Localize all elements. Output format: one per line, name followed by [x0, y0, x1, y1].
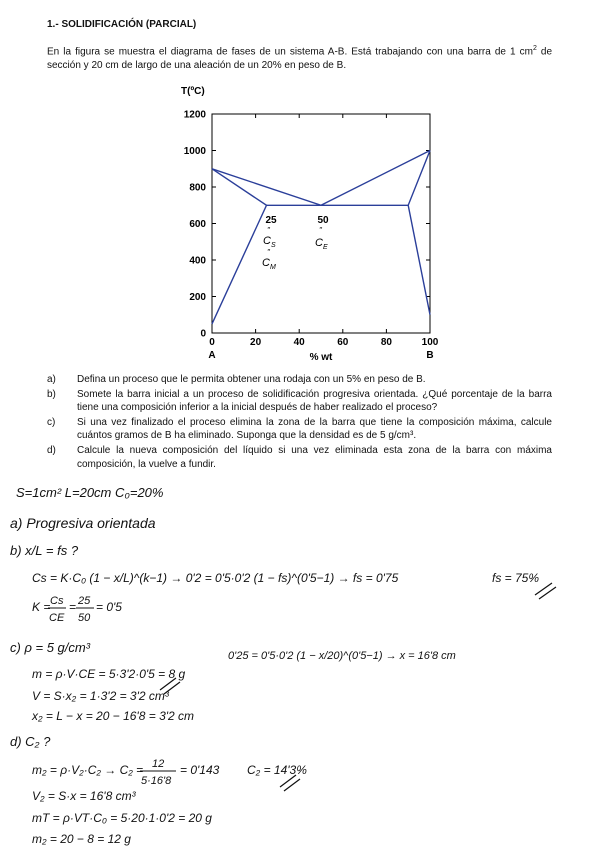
- y-tick-label: 200: [189, 292, 206, 303]
- x-tick-label: 60: [337, 337, 349, 348]
- hand-c-volume: V = S·x₂ = 1·3'2 = 3'2 cm³: [32, 689, 169, 703]
- statement-part-1: En la figura se muestra el diagrama de fases de un sistema A-B. Está trabajando con una barra de 1 cm: [47, 46, 533, 58]
- hand-d-num: 12: [152, 758, 165, 770]
- question-letter: b): [47, 388, 56, 400]
- annotation-ce-subscript: E: [323, 244, 328, 251]
- annotation-cs-subscript: S: [271, 242, 276, 249]
- y-tick-label: 0: [200, 328, 206, 340]
- question-letter: c): [47, 416, 56, 428]
- question-text: Si una vez finalizado el proceso elimina la zona de la barra que tiene la composición máxima, calcule cuántos gramos de B ha eliminado. Suponga que la densidad es de 5 g/cm³.: [77, 416, 552, 442]
- x-tick-label: 20: [250, 337, 262, 348]
- question-text: Calcule la nueva composición del líquido si una vez eliminada esta zona de la barra con máxima composición, la vuelve a fundir.: [77, 444, 552, 470]
- hand-d-value: = 0'143: [180, 763, 220, 777]
- statement-superscript: 2: [532, 45, 537, 52]
- x-tick-label: 0: [209, 337, 215, 348]
- hand-k-label: K =: [32, 600, 51, 614]
- annotation-cs: C: [263, 235, 271, 247]
- x-axis-label: % wt: [309, 352, 333, 363]
- hand-k-eq: =: [69, 600, 77, 614]
- x-tick-label: 100: [421, 337, 439, 348]
- y-tick-label: 1200: [183, 109, 206, 121]
- hand-c-x2: x₂ = L − x = 20 − 16'8 = 3'2 cm: [32, 709, 195, 723]
- hand-b-equation: Cs = K·C₀ (1 − x/L)^(k−1) → 0'2 = 0'5·0'2 (1 − fs)^(0'5−1) → fs = 0'75: [32, 571, 399, 585]
- double-underline-mark: [280, 775, 300, 791]
- statement-part-2: de sección y 20 cm de largo de una aleación de un 20% en peso de B.: [47, 46, 553, 72]
- hand-d-result: C₂ = 14'3%: [247, 763, 307, 777]
- y-tick-label: 400: [189, 255, 206, 267]
- double-underline-mark: [535, 583, 556, 599]
- hand-k-den1: CE: [49, 612, 65, 624]
- annotation-ce: C: [315, 237, 323, 249]
- question-text: Somete la barra inicial a un proceso de solidificación progresiva orientada. ¿Qué porcentaje de la barra tiene una composición inferior a la inicial después de haber realizado el proceso?: [77, 388, 552, 414]
- hand-d-den: 5·16'8: [141, 775, 172, 787]
- annotation-50: 50: [317, 215, 329, 226]
- y-tick-label: 800: [189, 182, 206, 194]
- annotation-mark: ": [319, 226, 322, 235]
- component-b-label: B: [426, 350, 434, 361]
- question-letter: d): [47, 444, 56, 456]
- hand-k-num2: 25: [78, 595, 91, 607]
- hand-answer-a: a) Progresiva orientada: [10, 515, 156, 531]
- hand-c-mass: m = ρ·V·CE = 5·3'2·0'5 = 8 g: [32, 667, 186, 681]
- annotation-cm: C: [262, 257, 270, 269]
- hand-givens: S=1cm² L=20cm C₀=20%: [16, 485, 164, 500]
- hand-d-mt: mT = ρ·VT·C₀ = 5·20·1·0'2 = 20 g: [32, 811, 212, 825]
- y-tick-label: 1000: [183, 146, 206, 157]
- annotation-mark: ": [267, 226, 270, 235]
- question-letter: a): [47, 374, 56, 385]
- x-tick-label: 80: [380, 337, 392, 348]
- hand-b-result: fs = 75%: [492, 571, 540, 585]
- y-axis-label: T(ºC): [181, 86, 205, 97]
- annotation-cm-subscript: M: [270, 264, 276, 271]
- annotation-mark: ": [267, 248, 270, 257]
- hand-k-num1: Cs: [50, 595, 64, 607]
- annotation-25: 25: [265, 215, 277, 226]
- hand-c-heading: c) ρ = 5 g/cm³: [10, 640, 91, 655]
- hand-c-equation: 0'25 = 0'5·0'2 (1 − x/20)^(0'5−1) → x = 16'8 cm: [228, 650, 456, 662]
- hand-k-den2: 50: [78, 612, 91, 624]
- question-text: Defina un proceso que le permita obtener una rodaja con un 5% en peso de B.: [77, 374, 426, 385]
- component-a-label: A: [208, 350, 216, 361]
- hand-d-m2: m₂ = ρ·V₂·C₂ → C₂ =: [32, 763, 144, 777]
- hand-b-heading: b) x/L = fs ?: [10, 543, 79, 558]
- x-tick-label: 40: [293, 337, 305, 348]
- hand-d-m2-mass: m₂ = 20 − 8 = 12 g: [32, 832, 131, 846]
- y-tick-label: 600: [189, 219, 206, 230]
- hand-d-heading: d) C₂ ?: [10, 734, 51, 749]
- hand-d-v2: V₂ = S·x = 16'8 cm³: [32, 789, 136, 803]
- hand-k-result: = 0'5: [96, 600, 122, 614]
- problem-title: 1.- SOLIDIFICACIÓN (PARCIAL): [47, 19, 197, 30]
